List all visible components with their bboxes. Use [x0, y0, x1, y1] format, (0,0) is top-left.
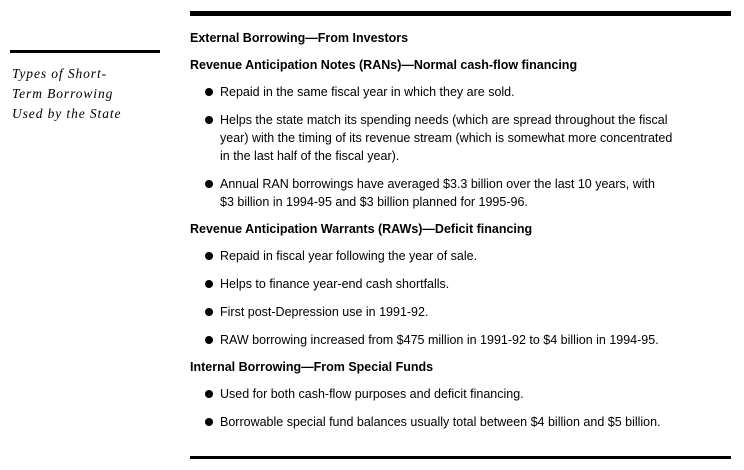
- internal-borrowing-heading: Internal Borrowing—From Special Funds: [190, 360, 434, 374]
- sidebar-title-line: Term Borrowing: [12, 86, 114, 101]
- list-item-text: in the last half of the fiscal year).: [220, 149, 400, 163]
- list-item: [190, 331, 735, 349]
- list-item: [190, 247, 735, 265]
- list-item: [190, 83, 735, 101]
- bullet-icon: [205, 252, 213, 260]
- rans-list: [190, 83, 735, 211]
- list-item-text: RAW borrowing increased from $475 million in 1991-92 to $4 billion in 1994-95.: [220, 333, 659, 347]
- list-item: [190, 175, 735, 211]
- raws-heading: Revenue Anticipation Warrants (RAWs)—Deficit financing: [190, 222, 533, 236]
- internal-list: [190, 385, 735, 431]
- list-item-text: $3 billion in 1994-95 and $3 billion planned for 1995-96.: [220, 195, 528, 209]
- bullet-icon: [205, 390, 213, 398]
- list-item-text: Used for both cash-flow purposes and deficit financing.: [220, 387, 524, 401]
- list-item: [190, 275, 735, 293]
- list-item-text: year) with the timing of its revenue stream (which is somewhat more concentrated: [220, 131, 673, 145]
- bullet-icon: [205, 336, 213, 344]
- list-item-text: Helps the state match its spending needs (which are spread throughout the fiscal: [220, 113, 668, 127]
- rans-heading: Revenue Anticipation Notes (RANs)—Normal cash-flow financing: [190, 58, 578, 72]
- bullet-icon: [205, 116, 213, 124]
- list-item-text: Repaid in the same fiscal year in which they are sold.: [220, 85, 515, 99]
- sidebar-rule: [10, 50, 160, 53]
- list-item-text: Helps to finance year-end cash shortfalls.: [220, 277, 450, 291]
- list-item-text: Borrowable special fund balances usually total between $4 billion and $5 billion.: [220, 415, 661, 429]
- raws-list: [190, 247, 735, 349]
- sidebar-title-line: Types of Short-: [12, 66, 107, 81]
- list-item-text: Annual RAN borrowings have averaged $3.3 billion over the last 10 years, with: [220, 177, 655, 191]
- sidebar-title-line: Used by the State: [12, 106, 122, 121]
- sidebar-title: [12, 64, 162, 124]
- top-rule: [190, 11, 731, 16]
- list-item: [190, 111, 735, 165]
- list-item: [190, 303, 735, 321]
- bottom-rule: [190, 456, 731, 459]
- main-content: [190, 30, 735, 441]
- list-item-text: First post-Depression use in 1991-92.: [220, 305, 429, 319]
- list-item-text: Repaid in fiscal year following the year of sale.: [220, 249, 478, 263]
- bullet-icon: [205, 308, 213, 316]
- bullet-icon: [205, 88, 213, 96]
- bullet-icon: [205, 280, 213, 288]
- external-borrowing-heading: External Borrowing—From Investors: [190, 31, 409, 45]
- bullet-icon: [205, 418, 213, 426]
- bullet-icon: [205, 180, 213, 188]
- list-item: [190, 413, 735, 431]
- list-item: [190, 385, 735, 403]
